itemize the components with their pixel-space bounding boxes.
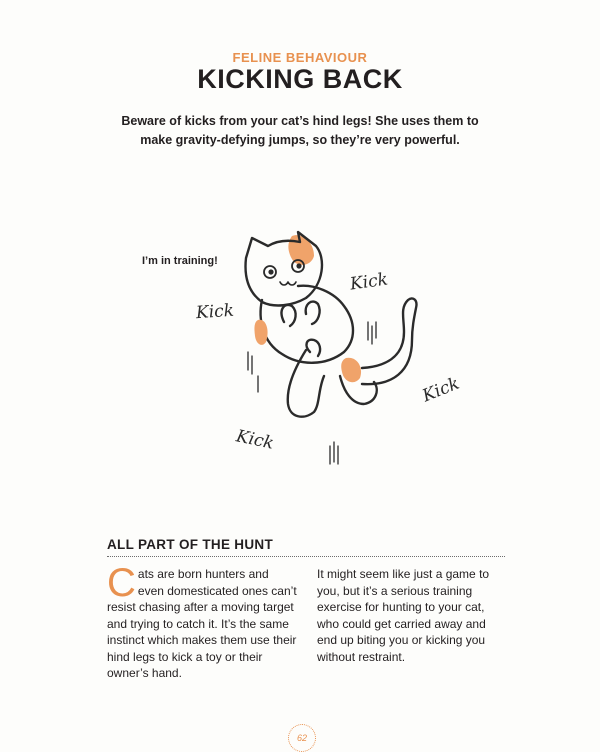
speech-text: I’m in training! bbox=[142, 255, 218, 267]
drop-cap: C bbox=[107, 561, 136, 605]
body-column-left bbox=[107, 561, 297, 682]
kick-label-top-right: Kick bbox=[348, 269, 390, 295]
section-kicker: FELINE BEHAVIOUR bbox=[232, 50, 368, 65]
cat-patch-hip bbox=[341, 358, 361, 383]
kick-label-bottom: Kick bbox=[234, 426, 276, 454]
cat-patch-shoulder bbox=[254, 320, 267, 345]
kick-label-right: Kick bbox=[419, 373, 463, 407]
body-column-right: It might seem like just a game to you, but it’s a serious training exercise for hunting to your cat, who could get carried away and end up biting you or kicking you without restraint. bbox=[317, 567, 490, 664]
cat-leg-back-right bbox=[340, 376, 377, 404]
cat-paw-front-left bbox=[282, 305, 296, 326]
kick-label-left: Kick bbox=[195, 300, 235, 324]
section-heading: ALL PART OF THE HUNT bbox=[107, 537, 273, 552]
cat-paw-kick-left bbox=[307, 340, 321, 356]
body-text-left: ats are born hunters and even domesticated ones can’t resist chasing after a moving target and trying to catch it. It’s the same instinct which makes them use their hind legs to kick a toy or their owner’s hand. bbox=[107, 567, 297, 680]
cat-mouth bbox=[280, 282, 296, 285]
cat-tail bbox=[362, 298, 416, 384]
section-divider bbox=[107, 556, 505, 557]
cat-paw-front-right bbox=[306, 302, 320, 324]
page-title: KICKING BACK bbox=[197, 64, 403, 94]
intro-text: Beware of kicks from your cat’s hind legs! She uses them to make gravity-defying jumps, so they’re very powerful. bbox=[121, 114, 479, 147]
cat-head bbox=[246, 232, 322, 305]
page-number: 62 bbox=[288, 724, 316, 752]
